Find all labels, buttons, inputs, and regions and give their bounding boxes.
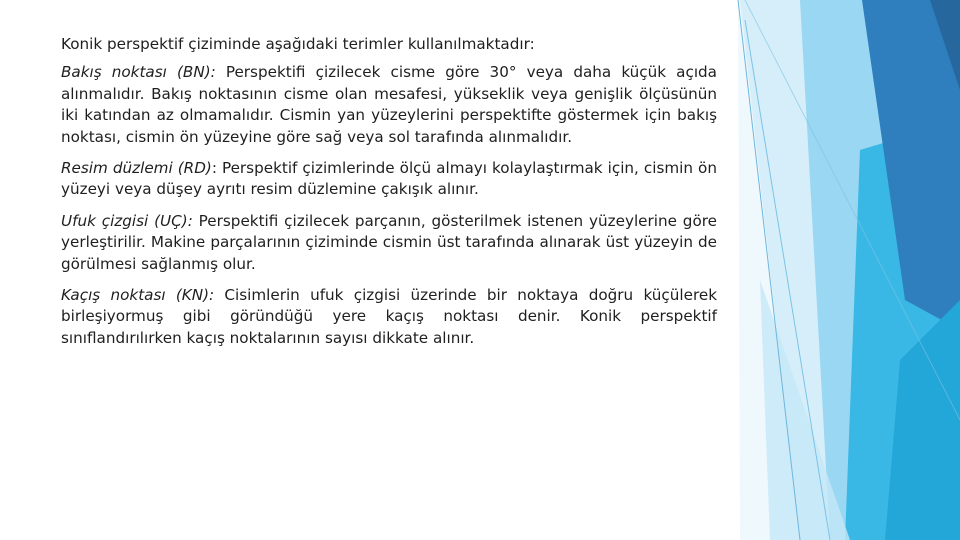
term-kacis-noktasi xyxy=(61,285,717,349)
term-bakis-noktasi xyxy=(61,62,717,148)
term-label: Bakış noktası (BN): xyxy=(61,63,216,82)
text-content xyxy=(61,34,717,359)
term-resim-duzlemi xyxy=(61,158,717,201)
term-label: Resim düzlemi (RD) xyxy=(61,159,212,178)
term-description: Perspektifi çizilecek parçanın, gösterilmek istenen yüzeylerine göre yerleştirilir. Makine parçalarının çiziminde cismin üst tarafında alınarak üst yüzeyin de görülmesi sağlanmış olur. xyxy=(61,211,717,273)
term-label: Kaçış noktası (KN): xyxy=(61,286,215,305)
intro-text: Konik perspektif çiziminde aşağıdaki terimler kullanılmaktadır: xyxy=(61,35,535,53)
term-label: Ufuk çizgisi (UÇ): xyxy=(61,211,193,230)
term-ufuk-cizgisi xyxy=(61,211,717,275)
term-description: Cisimlerin ufuk çizgisi üzerinde bir noktaya doğru küçülerek birleşiyormuş gibi göründüğü yere kaçış noktası denir. Konik perspektif sınıflandırılırken kaçış noktalarının sayısı dikkate alınır. xyxy=(61,286,717,347)
term-description: : Perspektif çizimlerinde ölçü almayı kolaylaştırmak için, cismin ön yüzeyi veya düşey ayrıtı resim düzlemine çakışık alınır. xyxy=(61,159,717,199)
term-description: Perspektifi çizilecek cisme göre 30° veya daha küçük açıda alınmalıdır. Bakış noktasının cisme olan mesafesi, yükseklik veya genişlik ölçüsünün iki katından az olmamalıdır. Cismin yan yüzeylerini perspektifte göstermek için bakış noktası, cismin ön yüzeyine göre sağ veya sol tarafında alınmalıdır. xyxy=(61,63,717,146)
